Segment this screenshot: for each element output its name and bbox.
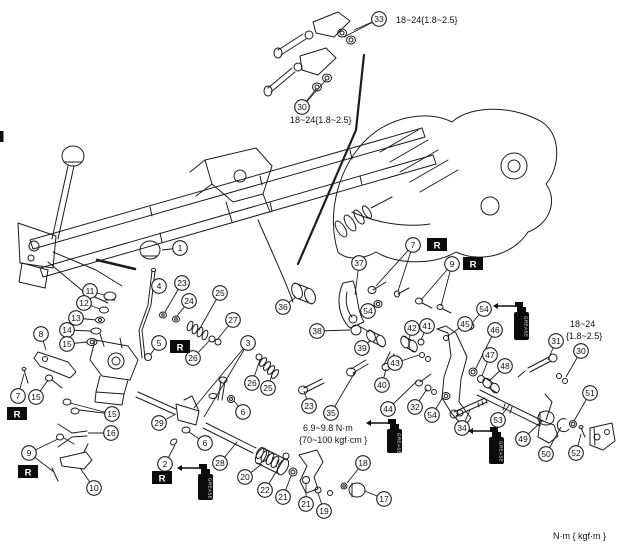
grease-spray-arrowhead bbox=[366, 420, 371, 426]
callout-number: 34 bbox=[457, 423, 467, 433]
callout-number: 9 bbox=[26, 448, 32, 458]
grease-spray-arrowhead bbox=[177, 465, 182, 471]
callout-28 bbox=[213, 442, 237, 470]
grease-bottle-icon bbox=[366, 419, 402, 454]
callout-number: 54 bbox=[363, 306, 373, 316]
callout-number: 10 bbox=[89, 483, 99, 493]
callout-number: 32 bbox=[410, 402, 420, 412]
frame-rails bbox=[30, 128, 436, 277]
callout-number: 53 bbox=[493, 415, 503, 425]
callout-number: 21 bbox=[301, 499, 311, 509]
callout-36 bbox=[276, 297, 296, 314]
callout-29 bbox=[152, 414, 176, 430]
callout-number: 20 bbox=[240, 472, 250, 482]
crank-hardware bbox=[416, 374, 451, 400]
adjust-bolt bbox=[209, 377, 227, 400]
callout-18 bbox=[347, 456, 370, 483]
callout-number: 29 bbox=[154, 418, 164, 428]
shift-knob bbox=[140, 241, 160, 259]
replace-mark-letter: R bbox=[13, 409, 21, 421]
callout-32 bbox=[408, 389, 427, 414]
callout-number: 18 bbox=[358, 458, 368, 468]
insulator-bushing bbox=[290, 282, 318, 305]
callout-19 bbox=[317, 493, 332, 518]
callout-number: 28 bbox=[215, 458, 225, 468]
callout-number: 47 bbox=[485, 350, 495, 360]
callout-number: 4 bbox=[156, 281, 162, 291]
bracket-bolts bbox=[368, 282, 451, 313]
callout-10 bbox=[80, 468, 101, 495]
callout-number: 36 bbox=[278, 302, 288, 312]
replace-mark-letter: R bbox=[176, 342, 184, 354]
callout-number: 39 bbox=[357, 343, 367, 353]
replace-mark-letter: R bbox=[469, 259, 477, 271]
callout-number: 8 bbox=[38, 329, 44, 339]
torque-label-center-2: {70~100 kgf·cm } bbox=[299, 435, 368, 445]
grease-nozzle bbox=[515, 302, 523, 307]
callout-number: 3 bbox=[245, 338, 251, 348]
rod-end bbox=[518, 354, 568, 384]
grease-label: GREASE bbox=[207, 478, 213, 500]
grease-bottle-icon bbox=[468, 427, 504, 464]
callout-number: 42 bbox=[407, 323, 417, 333]
callout-number: 45 bbox=[460, 319, 470, 329]
callout-54 bbox=[472, 302, 491, 323]
callout-number: 30 bbox=[297, 102, 307, 112]
callout-9 bbox=[421, 257, 459, 306]
callout-52 bbox=[569, 434, 584, 460]
callout-number: 21 bbox=[278, 492, 288, 502]
callout-6 bbox=[189, 432, 212, 450]
replace-mark bbox=[18, 465, 38, 479]
callout-39 bbox=[355, 340, 371, 355]
callout-number: 15 bbox=[107, 409, 117, 419]
cable-curve bbox=[258, 220, 293, 302]
torque-label-upper: 18~24{1.8~2.5} bbox=[290, 115, 352, 125]
callout-number: 26 bbox=[247, 378, 257, 388]
callout-37 bbox=[352, 256, 367, 295]
thick-leader-line bbox=[298, 55, 364, 264]
callout-21 bbox=[276, 476, 291, 504]
callout-number: 6 bbox=[240, 407, 246, 417]
support-bracket bbox=[339, 281, 364, 328]
grease-nozzle bbox=[199, 464, 207, 469]
callout-number: 33 bbox=[374, 14, 384, 24]
callout-number: 7 bbox=[15, 391, 21, 401]
torque-label-right-2: {1.8~2.5} bbox=[566, 331, 603, 341]
callout-2 bbox=[158, 445, 175, 471]
spring-washer-set-upper bbox=[160, 312, 222, 345]
callout-15 bbox=[70, 403, 119, 421]
units-footer: N·m { kgf·m } bbox=[553, 531, 607, 541]
replace-mark bbox=[7, 407, 27, 421]
callout-leader-line bbox=[376, 245, 413, 286]
grease-nozzle bbox=[388, 419, 396, 424]
callout-number: 13 bbox=[71, 313, 81, 323]
callout-number: 22 bbox=[260, 485, 270, 495]
callout-7 bbox=[376, 238, 420, 291]
replace-mark bbox=[152, 471, 172, 485]
callout-number: 38 bbox=[312, 326, 322, 336]
callout-leader-line bbox=[194, 343, 248, 408]
replace-mark-letter: R bbox=[433, 240, 441, 252]
callout-26 bbox=[245, 360, 260, 390]
callout-number: 2 bbox=[162, 459, 168, 469]
callout-number: 23 bbox=[177, 278, 187, 288]
callout-33 bbox=[344, 12, 386, 37]
callout-31 bbox=[548, 334, 563, 360]
callout-number: 7 bbox=[410, 240, 416, 250]
callout-4 bbox=[152, 279, 167, 294]
grease-label: GREASE bbox=[498, 441, 504, 463]
callout-24 bbox=[177, 294, 196, 316]
replace-mark bbox=[427, 238, 447, 252]
callout-number: 14 bbox=[62, 325, 72, 335]
callout-number: 41 bbox=[422, 321, 432, 331]
grease-nozzle bbox=[490, 427, 498, 432]
callout-45 bbox=[448, 317, 472, 336]
grease-label: GREASE bbox=[396, 433, 402, 455]
mount-bolts bbox=[299, 360, 369, 394]
replace-mark bbox=[170, 340, 190, 354]
callout-number: 48 bbox=[500, 361, 510, 371]
pivot-housing bbox=[90, 334, 138, 405]
callout-number: 1 bbox=[177, 243, 183, 253]
callout-number: 27 bbox=[228, 315, 238, 325]
torque-label-top: 18~24{1.8~2.5} bbox=[396, 15, 458, 25]
callout-number: 54 bbox=[479, 304, 489, 314]
callout-number: 12 bbox=[79, 298, 89, 308]
callout-25 bbox=[199, 286, 227, 330]
callout-13 bbox=[69, 311, 96, 326]
frame-cross-member bbox=[190, 148, 272, 222]
callout-30 bbox=[295, 80, 326, 114]
rod-sleeve bbox=[253, 446, 291, 476]
replace-mark bbox=[463, 257, 483, 271]
callout-number: 31 bbox=[551, 336, 561, 346]
callout-number: 46 bbox=[490, 325, 500, 335]
callout-6 bbox=[234, 401, 250, 419]
spring-washer-set-right bbox=[256, 354, 280, 380]
callout-8 bbox=[34, 327, 49, 350]
callout-21 bbox=[299, 484, 314, 511]
callout-number: 50 bbox=[541, 449, 551, 459]
callout-number: 25 bbox=[215, 288, 225, 298]
grease-bottle-icon bbox=[177, 464, 213, 500]
callout-15 bbox=[29, 380, 48, 404]
callout-35 bbox=[324, 372, 355, 420]
replace-mark-letter: R bbox=[158, 473, 166, 485]
callout-38 bbox=[310, 324, 350, 339]
callout-number: 52 bbox=[571, 448, 581, 458]
callout-54 bbox=[361, 304, 376, 319]
callout-15 bbox=[60, 337, 87, 352]
crank-bushings bbox=[469, 368, 501, 394]
callout-number: 49 bbox=[518, 434, 528, 444]
callout-number: 51 bbox=[585, 388, 595, 398]
callout-1 bbox=[162, 241, 187, 256]
callout-number: 23 bbox=[304, 401, 314, 411]
callout-number: 24 bbox=[184, 296, 194, 306]
callout-number: 26 bbox=[188, 353, 198, 363]
callout-7 bbox=[11, 374, 26, 403]
callout-number: 9 bbox=[449, 259, 455, 269]
callout-number: 11 bbox=[85, 286, 95, 296]
callout-number: 25 bbox=[263, 383, 273, 393]
callout-30 bbox=[566, 344, 588, 377]
grease-spray-arrowhead bbox=[493, 303, 498, 309]
callout-50 bbox=[539, 427, 561, 461]
callout-number: 16 bbox=[106, 428, 116, 438]
callout-20 bbox=[238, 464, 262, 484]
callout-number: 15 bbox=[31, 392, 41, 402]
lever-bushings bbox=[399, 335, 430, 362]
callout-number: 30 bbox=[576, 346, 586, 356]
callout-number: 17 bbox=[379, 494, 389, 504]
linkage-rod-lower bbox=[264, 48, 336, 96]
callout-40 bbox=[375, 369, 390, 392]
select-fork bbox=[52, 424, 92, 481]
callout-47 bbox=[482, 348, 497, 376]
callout-16 bbox=[88, 426, 118, 441]
replace-mark-letter: R bbox=[24, 467, 32, 479]
callout-number: 5 bbox=[156, 338, 162, 348]
callout-number: 35 bbox=[326, 408, 336, 418]
trunnion-cluster bbox=[283, 450, 365, 497]
callout-number: 6 bbox=[202, 438, 208, 448]
callout-41 bbox=[420, 319, 435, 340]
callout-number: 43 bbox=[390, 358, 400, 368]
callout-number: 54 bbox=[427, 410, 437, 420]
callout-54 bbox=[425, 397, 443, 422]
callout-51 bbox=[574, 386, 597, 421]
callout-53 bbox=[491, 404, 510, 427]
grease-label: GREASE bbox=[523, 316, 529, 338]
callout-43 bbox=[388, 355, 419, 370]
callout-number: 15 bbox=[62, 339, 72, 349]
callout-27 bbox=[217, 313, 240, 340]
change-lever bbox=[22, 352, 79, 414]
callout-number: 19 bbox=[319, 506, 329, 516]
edge-fragment bbox=[0, 131, 4, 142]
callout-number: 40 bbox=[377, 380, 387, 390]
torque-label-right-1: 18~24 bbox=[570, 319, 596, 329]
torque-label-center-1: 6.9~9.8 N·m bbox=[303, 423, 353, 433]
callout-number: 37 bbox=[354, 258, 364, 268]
callout-25 bbox=[261, 371, 276, 395]
callout-5 bbox=[150, 336, 166, 355]
callout-17 bbox=[365, 491, 391, 506]
callout-number: 44 bbox=[383, 404, 393, 414]
